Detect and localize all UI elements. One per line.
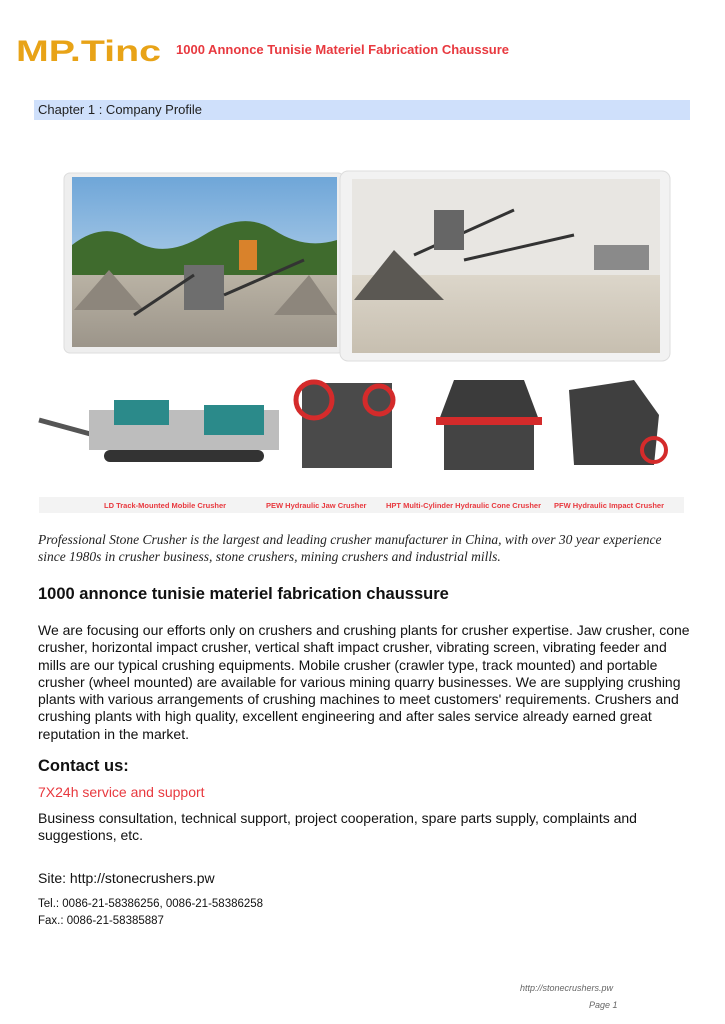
chapter-label: Chapter 1 : Company Profile <box>38 102 203 117</box>
svg-text:MP.Tinc: MP.Tinc <box>16 35 161 68</box>
site-link[interactable]: Site: http://stonecrushers.pw <box>38 870 215 886</box>
caption-mobile-crusher: LD Track-Mounted Mobile Crusher <box>104 501 227 510</box>
chapter-heading-bar <box>34 100 690 120</box>
jaw-crusher-image <box>296 382 393 468</box>
main-heading: 1000 annonce tunisie materiel fabrication chaussure <box>38 585 449 603</box>
page-number: Page 1 <box>589 1000 618 1010</box>
caption-cone-crusher: HPT Multi-Cylinder Hydraulic Cone Crusher <box>386 501 542 510</box>
document-title: 1000 Annonce Tunisie Materiel Fabrication Chaussure <box>176 42 510 57</box>
cone-crusher-image <box>436 380 542 470</box>
intro-paragraph: Professional Stone Crusher is the largest and leading crusher manufacturer in China, with over 30 year experience since 1980s in crusher business, stone crushers, mining crushers and industrial mills. <box>38 532 662 564</box>
crushing-site-photo-2 <box>340 171 670 361</box>
caption-impact-crusher: PFW Hydraulic Impact Crusher <box>554 501 665 510</box>
footer-url[interactable]: http://stonecrushers.pw <box>520 983 614 993</box>
impact-crusher-image <box>569 380 666 465</box>
contact-heading: Contact us: <box>38 757 129 775</box>
body-paragraph: We are focusing our efforts only on crushers and crushing plants for crusher expertise. Jaw crusher, cone crusher, horizontal impact crusher, vertical shaft impact crusher, vibrating screen, vibrating feeder and mills are our typical crushing equipments. Mobile crusher (crawler type, track mounted) and portable crusher (wheel mounted) are available for various mining quarry businesses. We are supplying crushing plants with various arrangements of crushing machines to meet customers' requirements. Crushers and crushing plants with high quality, excellent engineering and after sales service already earned great reputation in the market. <box>38 622 690 742</box>
company-logo <box>16 34 166 68</box>
track-mobile-crusher-image <box>39 400 279 462</box>
service-hours: 7X24h service and support <box>38 784 205 800</box>
fax-number: Fax.: 0086-21-58385887 <box>38 915 164 927</box>
services-list: Business consultation, technical support, project cooperation, spare parts supply, complaints and suggestions, etc. <box>38 810 637 844</box>
product-collage-image <box>34 165 690 520</box>
caption-jaw-crusher: PEW Hydraulic Jaw Crusher <box>266 501 367 510</box>
crushing-site-photo-1 <box>64 173 344 353</box>
telephone-numbers: Tel.: 0086-21-58386256, 0086-21-58386258 <box>38 898 264 910</box>
